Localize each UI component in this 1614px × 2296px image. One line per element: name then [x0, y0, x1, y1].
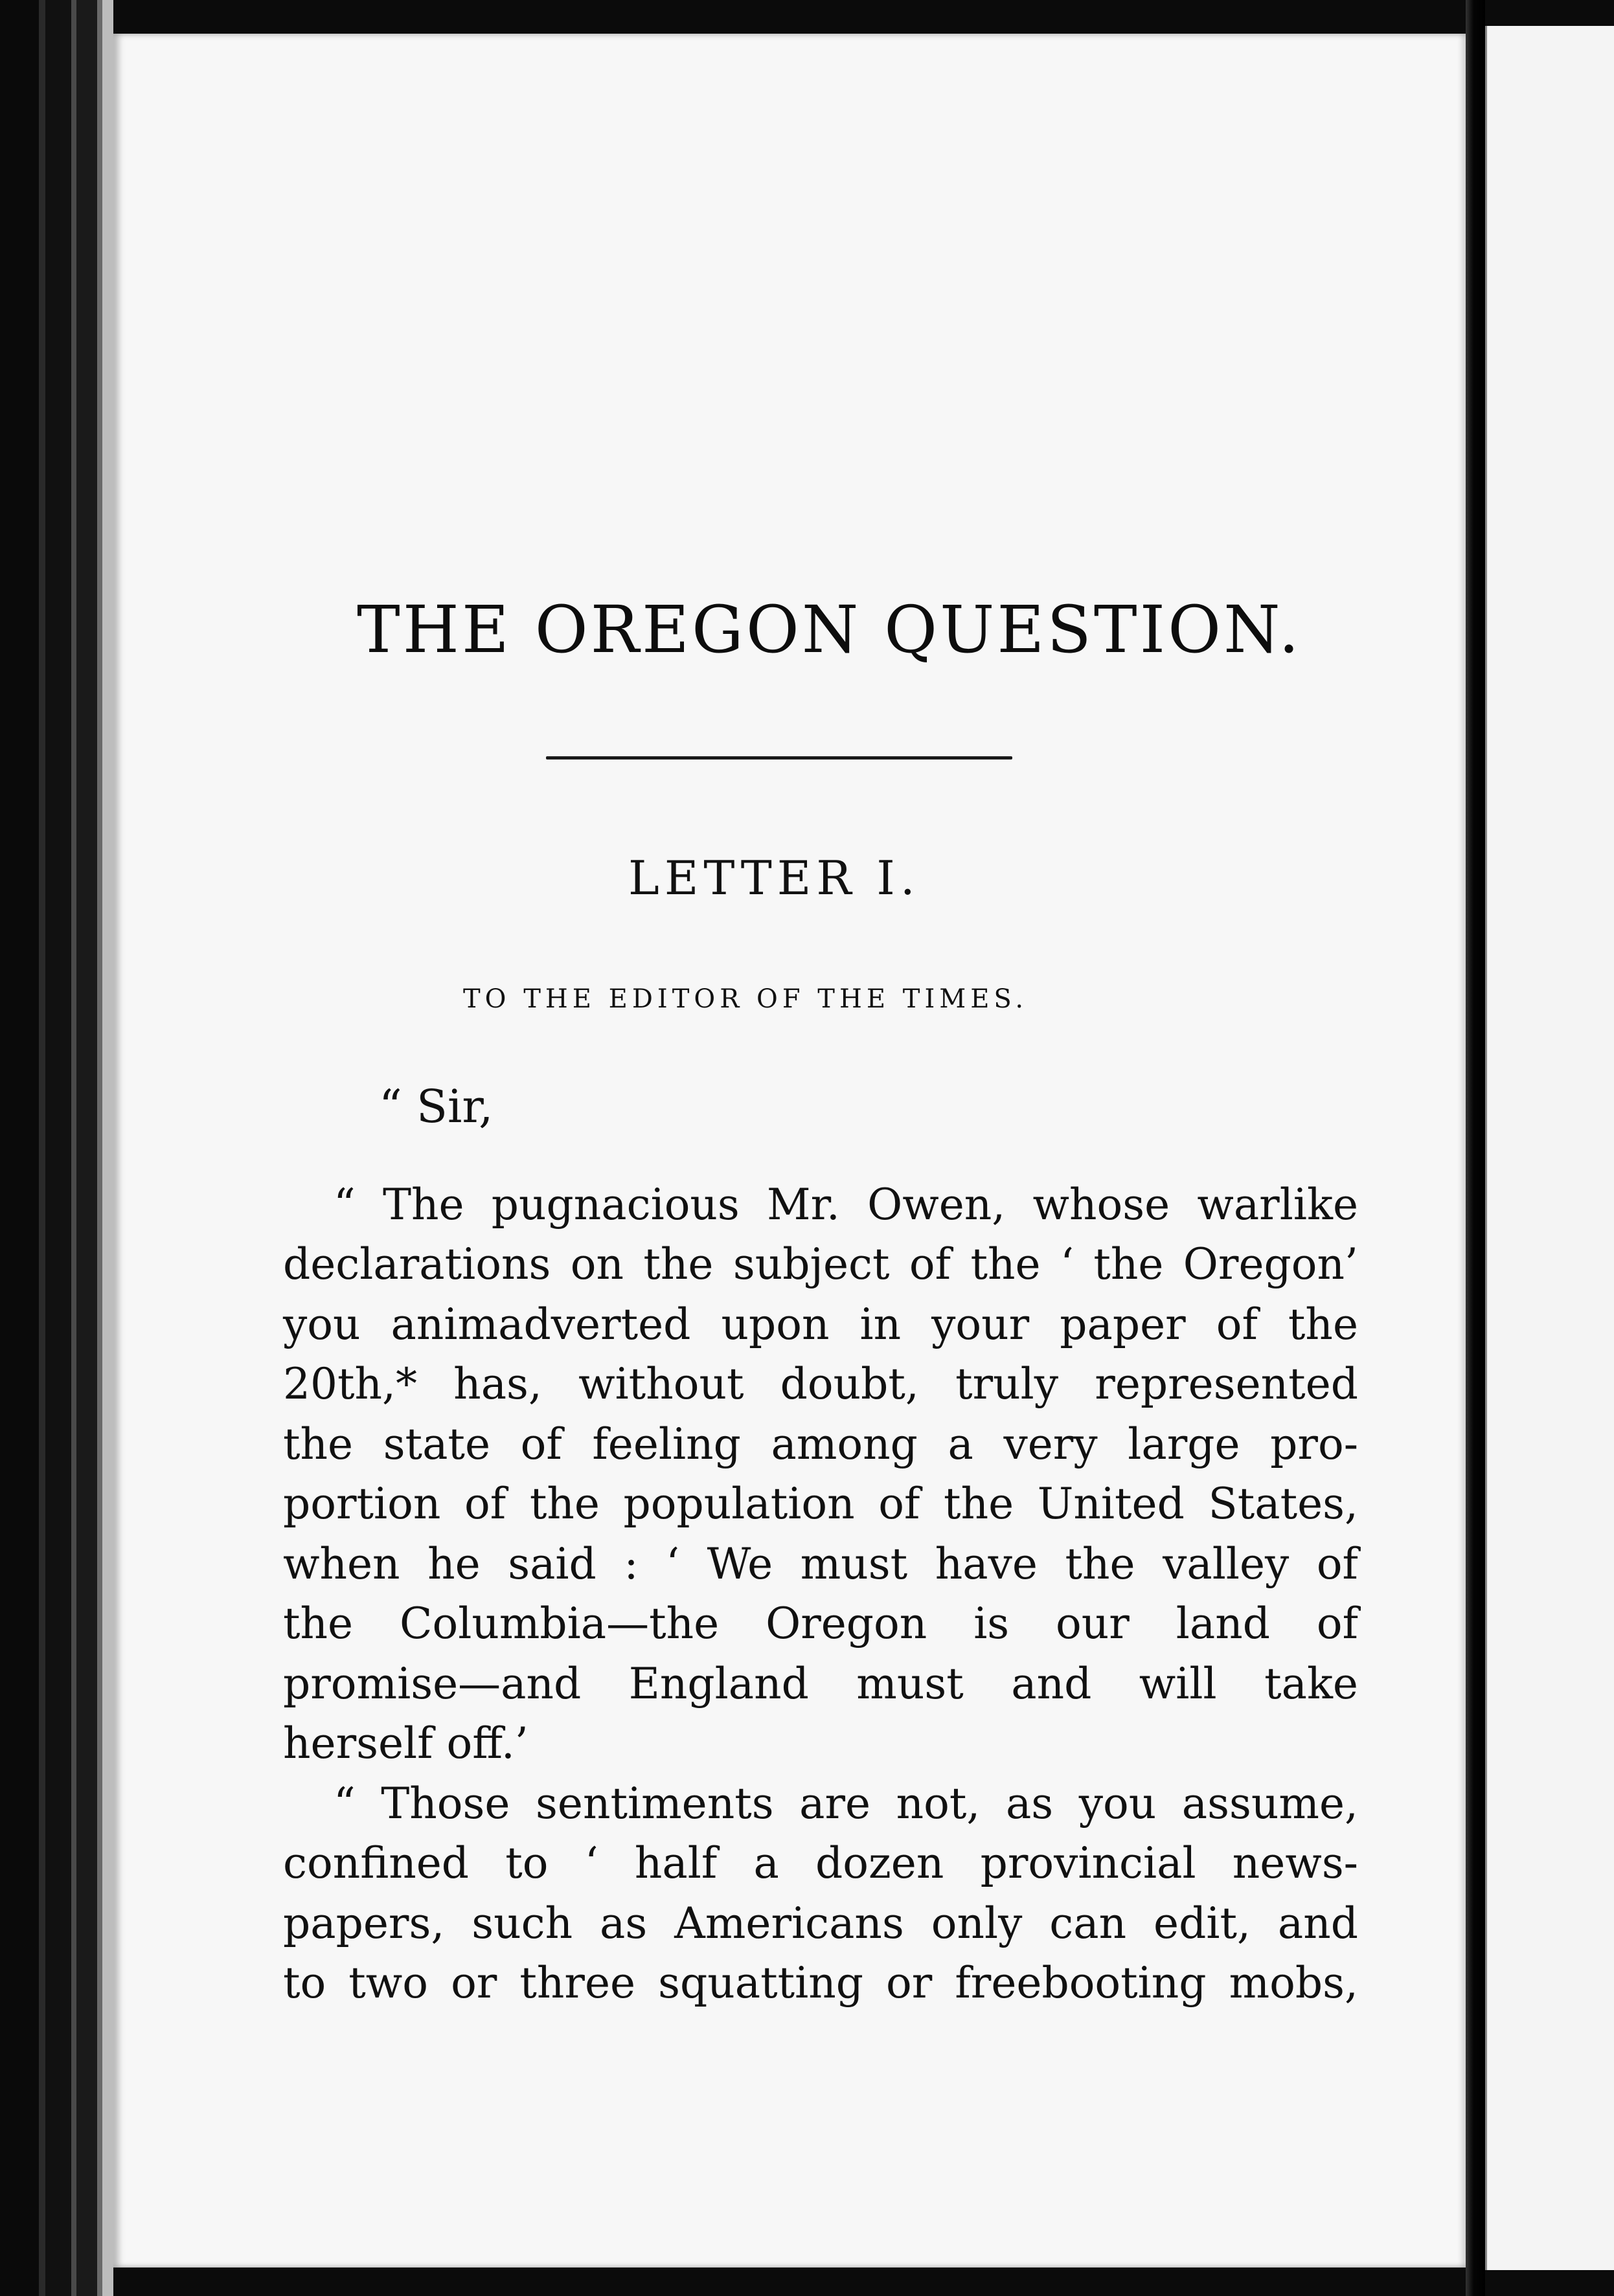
book-page — [113, 34, 1466, 2268]
body-line: the Columbia—the Oregon is our land of — [283, 1599, 1358, 1649]
salutation: “ Sir, — [379, 1080, 494, 1133]
body-line: “ The pugnacious Mr. Owen, whose warlike — [334, 1180, 1358, 1230]
body-line: you animadverted upon in your paper of the — [283, 1300, 1358, 1349]
page-title: THE OREGON QUESTION. — [357, 592, 1302, 668]
body-line: confined to ‘ half a dozen provincial news- — [283, 1838, 1358, 1888]
facing-page-edge — [1485, 26, 1614, 2270]
body-line: papers, such as Americans only can edit, and — [283, 1898, 1358, 1948]
body-line: 20th,* has, without doubt, truly represented — [283, 1359, 1358, 1409]
title-rule — [546, 756, 1012, 760]
body-line: the state of feeling among a very large pro- — [283, 1419, 1358, 1469]
body-line: promise—and England must and will take — [283, 1659, 1358, 1709]
letter-heading: LETTER I. — [628, 851, 920, 905]
addressee-line: TO THE EDITOR OF THE TIMES. — [463, 984, 1029, 1014]
body-line: herself off.’ — [283, 1718, 529, 1768]
body-line: when he said : ‘ We must have the valley of — [283, 1539, 1358, 1589]
body-line: declarations on the subject of the ‘ the Oregon’ — [283, 1239, 1358, 1289]
body-line: portion of the population of the United States, — [283, 1479, 1358, 1529]
binding-gutter — [0, 0, 113, 2296]
page-seam — [1466, 0, 1485, 2296]
body-line: to two or three squatting or freebooting mobs, — [283, 1958, 1358, 2008]
body-line: “ Those sentiments are not, as you assume, — [334, 1779, 1358, 1829]
